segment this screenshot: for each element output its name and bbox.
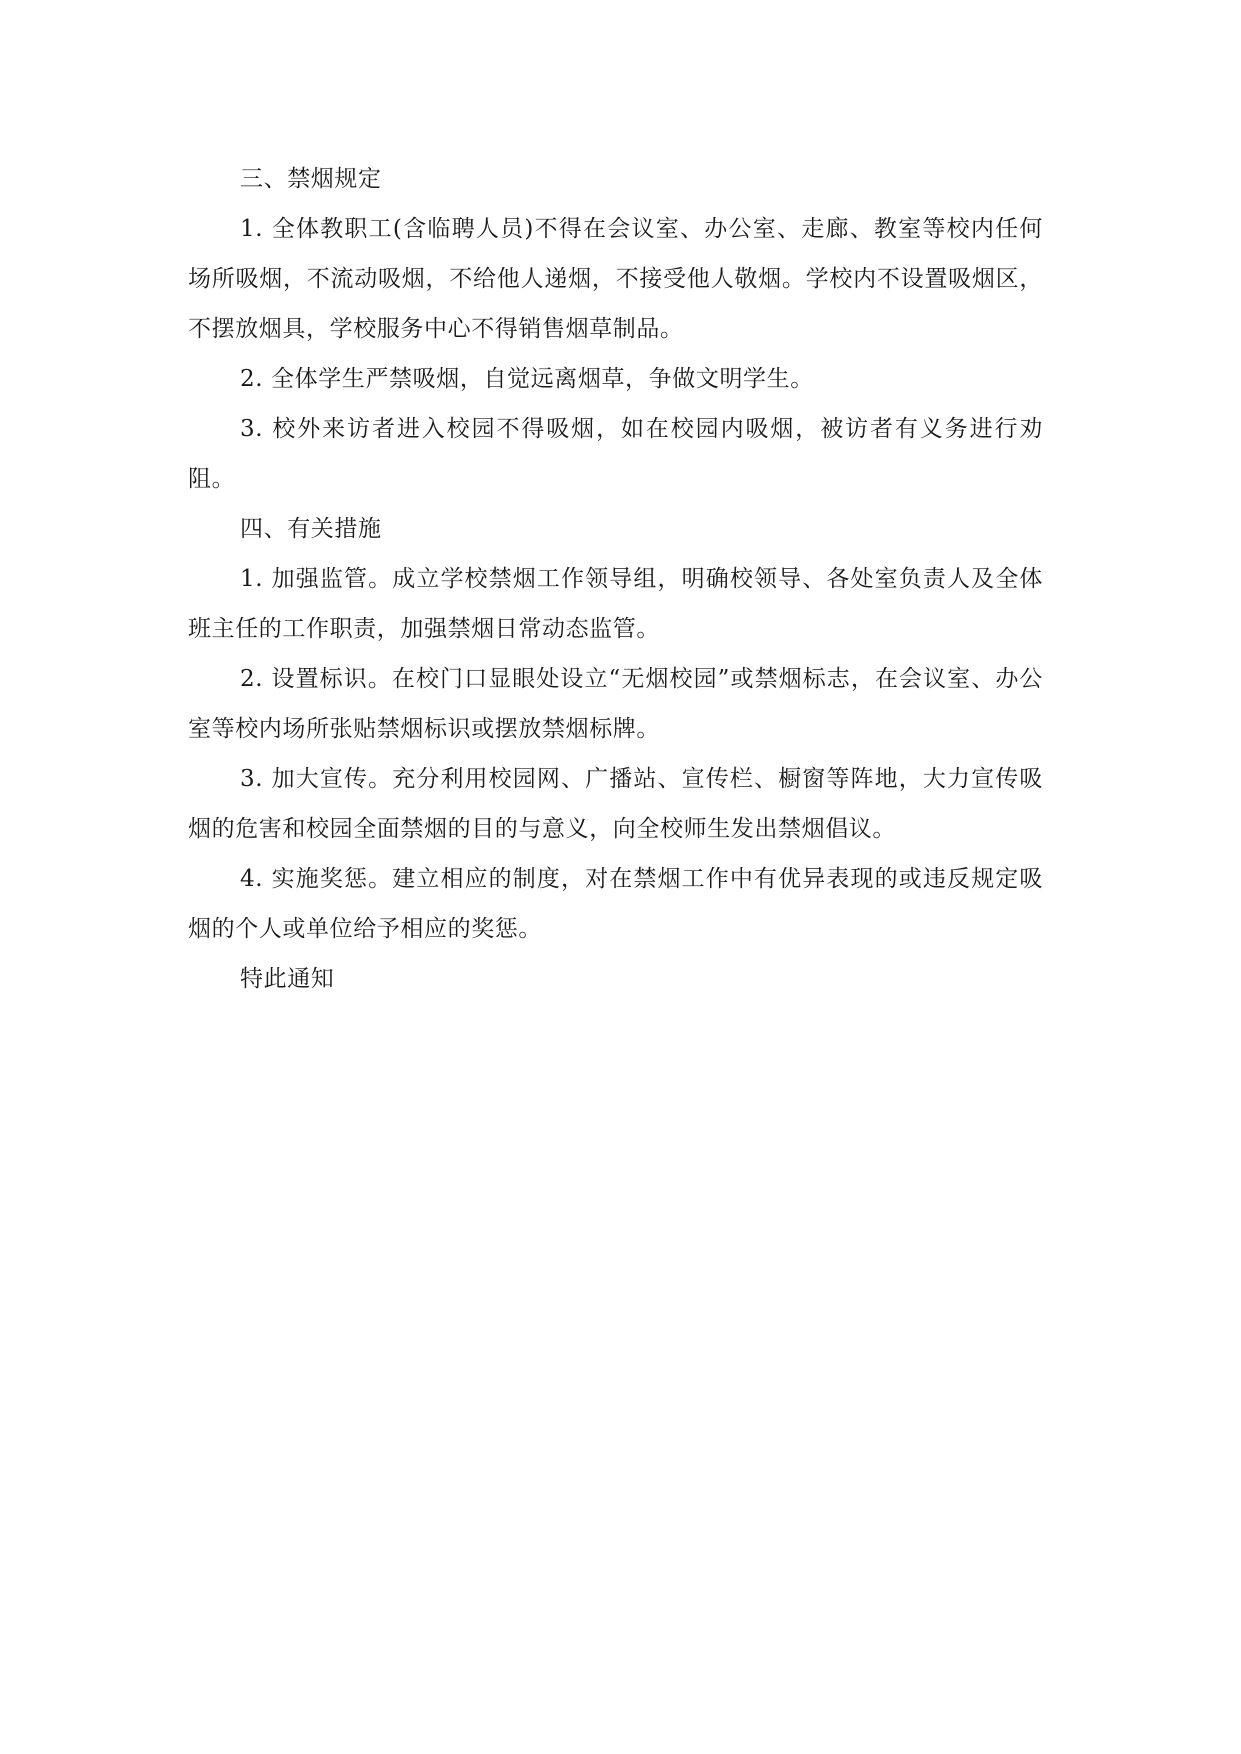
- closing-line: 特此通知: [240, 966, 335, 992]
- rule-item-2: 2. 全体学生严禁吸烟，自觉远离烟草，争做文明学生。: [240, 366, 814, 392]
- measure-item-3: 3. 加大宣传。充分利用校园网、广播站、宣传栏、橱窗等阵地，大力宣传吸烟的危害和校园全面禁烟的目的与意义，向全校师生发出禁烟倡议。: [188, 766, 1043, 842]
- measure-item-4: 4. 实施奖惩。建立相应的制度，对在禁烟工作中有优异表现的或违反规定吸烟的个人或单位给予相应的奖惩。: [188, 866, 1043, 942]
- measure-item-1: 1. 加强监管。成立学校禁烟工作领导组，明确校领导、各处室负责人及全体班主任的工作职责，加强禁烟日常动态监管。: [188, 566, 1043, 642]
- rule-item-3: 3. 校外来访者进入校园不得吸烟，如在校园内吸烟，被访者有义务进行劝阻。: [188, 416, 1043, 492]
- document-body: [188, 154, 1043, 1004]
- section-heading-smoking-rules: 三、禁烟规定: [240, 166, 382, 192]
- measure-item-2: 2. 设置标识。在校门口显眼处设立“无烟校园”或禁烟标志，在会议室、办公室等校内场所张贴禁烟标识或摆放禁烟标牌。: [188, 666, 1043, 742]
- rule-item-1: 1. 全体教职工(含临聘人员)不得在会议室、办公室、走廊、教室等校内任何场所吸烟，不流动吸烟，不给他人递烟，不接受他人敬烟。学校内不设置吸烟区，不摆放烟具，学校服务中心不得销售烟草制品。: [188, 216, 1043, 342]
- section-heading-measures: 四、有关措施: [240, 516, 382, 542]
